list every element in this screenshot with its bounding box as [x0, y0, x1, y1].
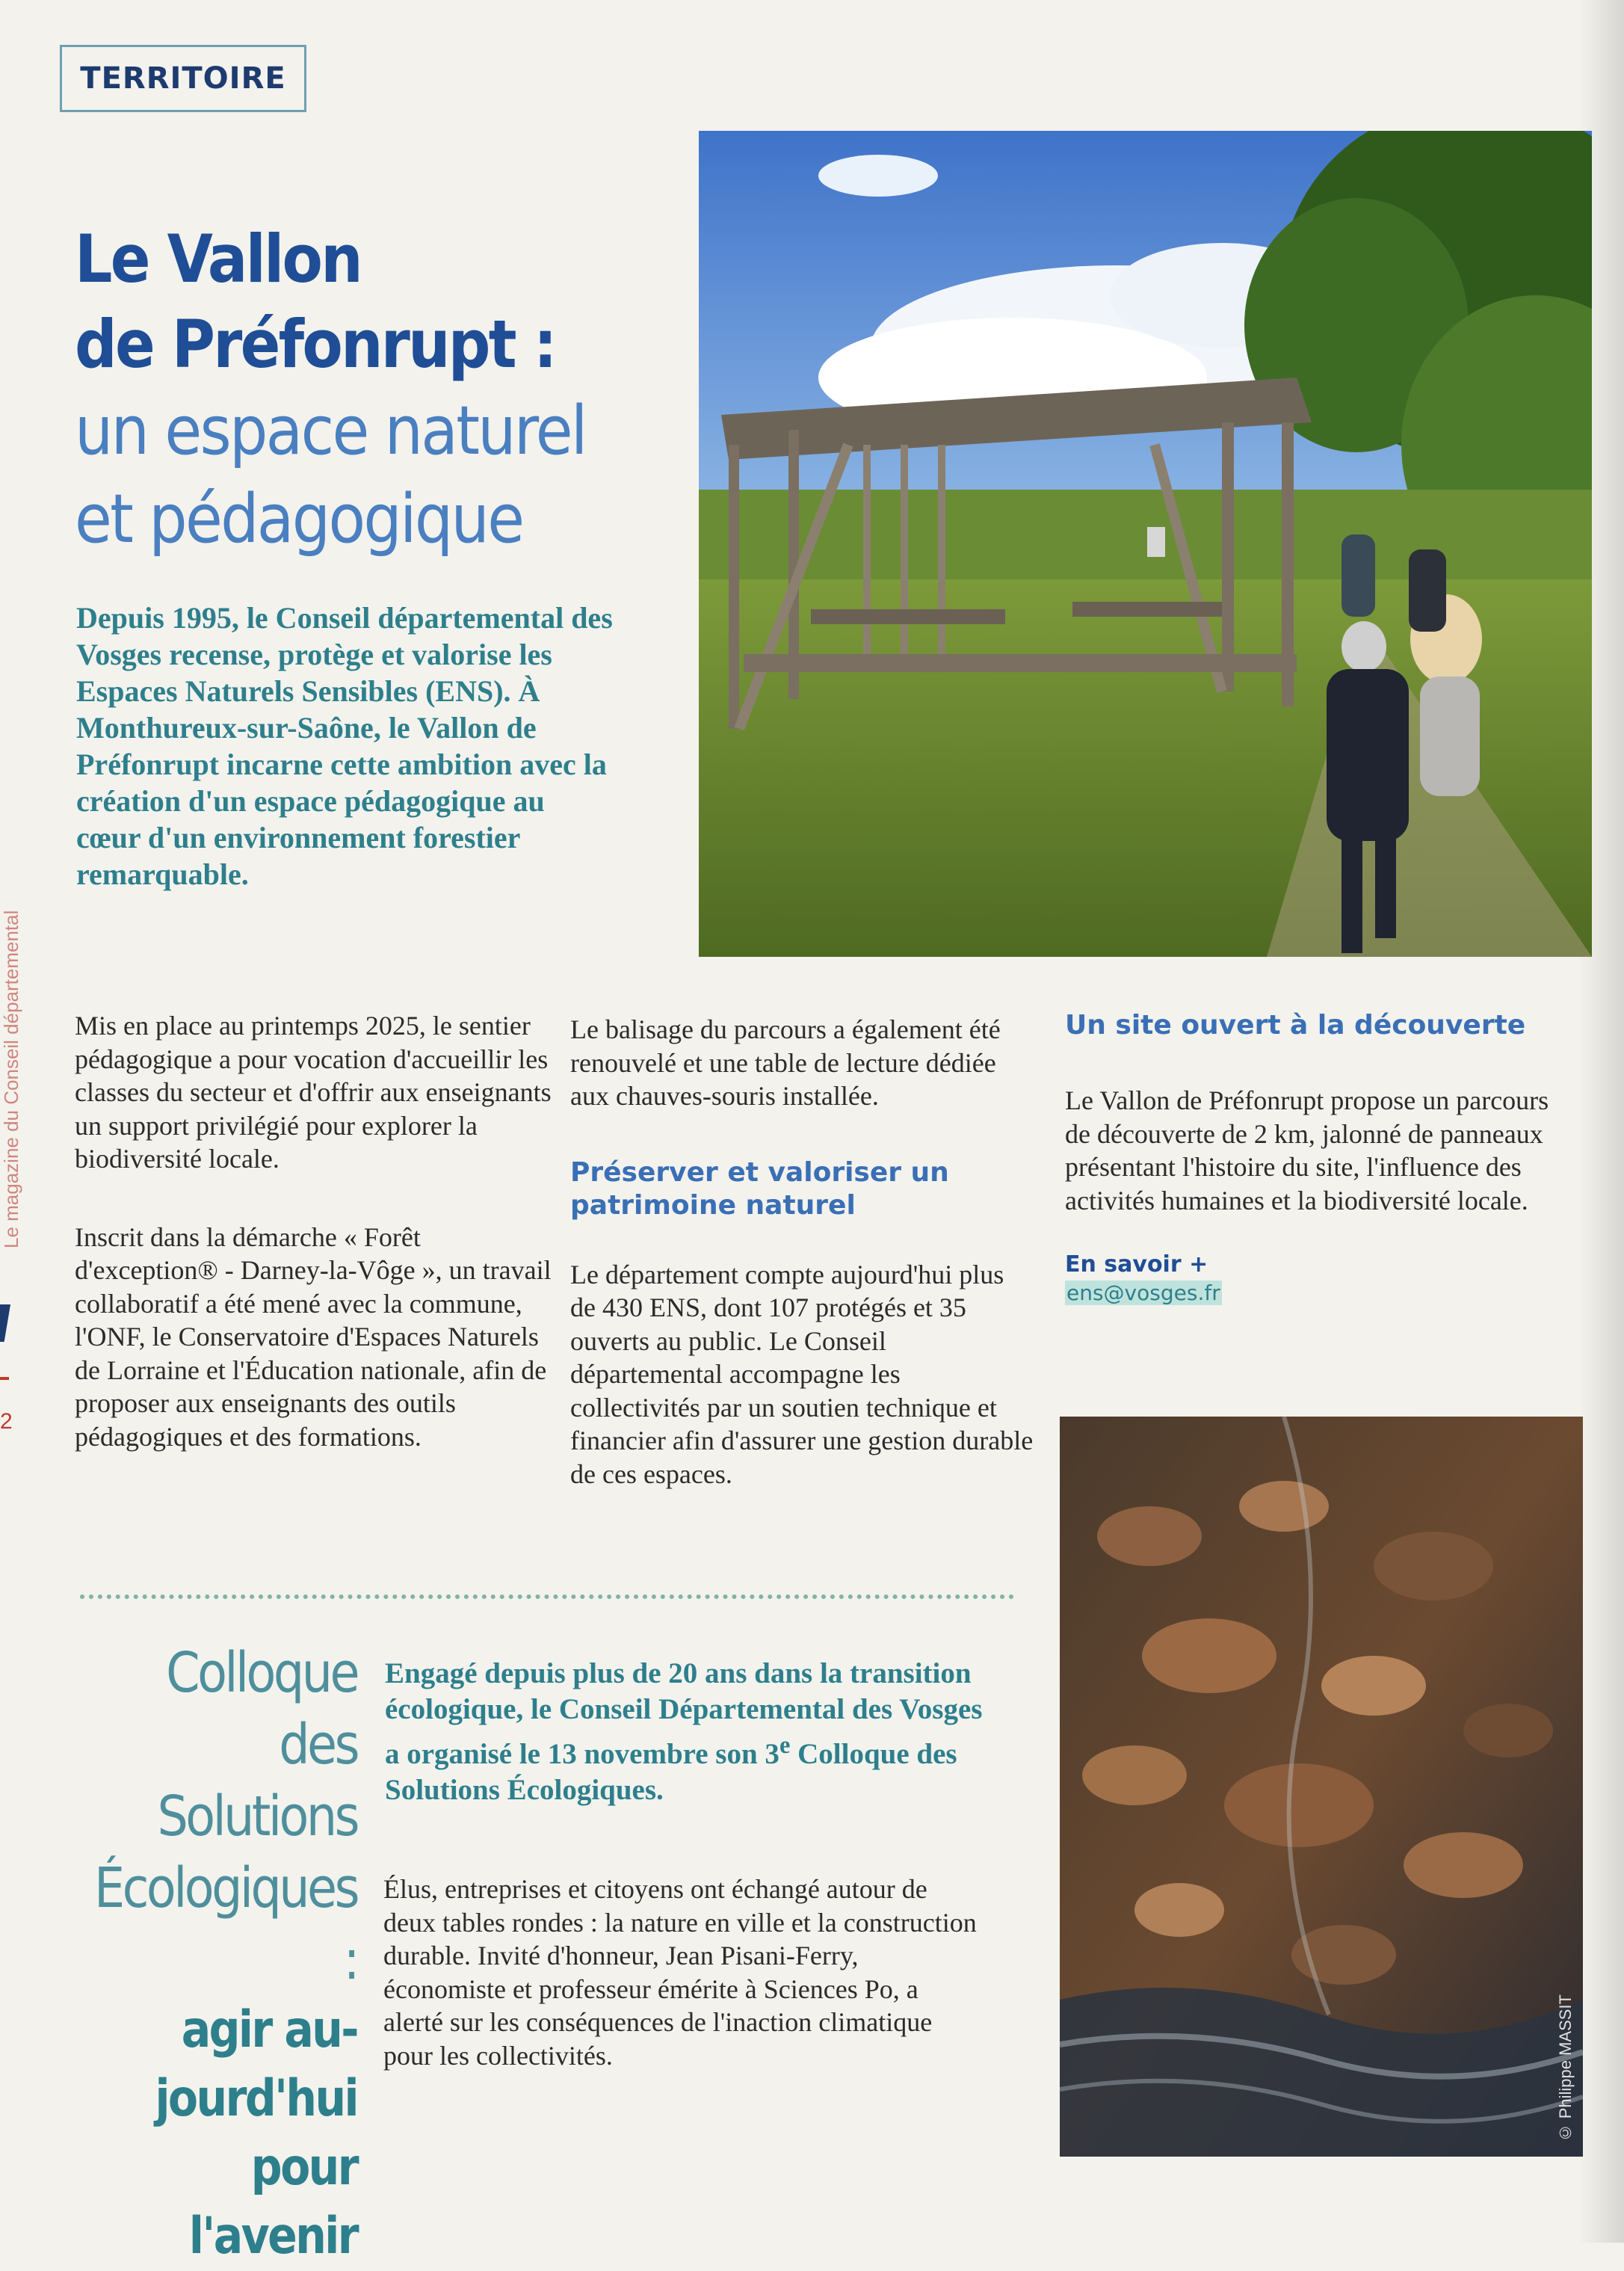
margin-mark	[0, 1304, 10, 1342]
colloque-title-line-2: Solutions	[157, 1784, 357, 1849]
col1-paragraph-1: Mis en place au printemps 2025, le sentier pédagogique a pour vocation d'accueillir les classes du secteur et d'offrir aux enseignants un support privilégié pour explorer la biodiversité locale.	[75, 1011, 552, 1174]
article-title	[75, 217, 688, 564]
section-tag	[60, 45, 306, 112]
col2-subheading: Préserver et valoriser un patrimoine naturel	[570, 1156, 949, 1221]
photo-credit: © Philippe MASSIT	[1556, 1994, 1575, 2142]
margin-running-title: Le magazine du Conseil départemental	[0, 910, 22, 1248]
colloque-title-line-5: jourd'hui	[155, 2069, 357, 2128]
column-3	[1065, 1009, 1558, 1305]
col2-paragraph-1: Le balisage du parcours a également été renouvelé et une table de lecture dédiée aux chauves-souris installée.	[570, 1014, 1001, 1111]
photo-shelter-walkers-image	[699, 131, 1592, 957]
title-line-3: un espace naturel	[75, 392, 586, 470]
section-divider	[80, 1594, 1014, 1599]
col2-paragraph-2: Le département compte aujourd'hui plus de 430 ENS, dont 107 protégés et 35 ouverts au public. Le Conseil départemental accompagne les collectivités par un soutien technique et financier afin d'assurer une gestion durable de ces espaces.	[570, 1259, 1034, 1489]
colloque-title-line-4: agir au-	[181, 2000, 357, 2059]
margin-dash	[0, 1377, 9, 1380]
page-number: 2	[0, 1409, 13, 1434]
col3-subheading: Un site ouvert à la découverte	[1065, 1010, 1526, 1041]
colloque-paragraph: Élus, entreprises et citoyens ont échangé autour de deux tables rondes : la nature en ville et la construction durable. Invité d'honneur, Jean Pisani-Ferry, économiste et professeur émérite à Sciences Po, a alerté sur les conséquences de l'inaction climatique pour les collectivités.	[383, 1874, 977, 2071]
contact-email-link[interactable]: ens@vosges.fr	[1066, 1281, 1220, 1305]
column-2	[570, 1013, 1034, 1491]
colloque-title-line-1: Colloque des	[166, 1641, 357, 1777]
colloque-lead-superscript: e	[779, 1732, 791, 1759]
colloque-title	[45, 1637, 357, 2271]
colloque-title-line-6: pour l'avenir	[188, 2138, 357, 2266]
colloque-title-line-3: Écologiques :	[93, 1856, 358, 1992]
photo-stream-pebbles	[1060, 1417, 1583, 2157]
photo-stream-pebbles-image	[1060, 1417, 1583, 2157]
colloque-lead	[385, 1656, 998, 1808]
article-lead: Depuis 1995, le Conseil départemental des Vosges recense, protège et valorise les Espaces Naturels Sensibles (ENS). À Monthureux-sur-Saône, le Vallon de Préfonrupt incarne cette ambition avec la création d'un espace pédagogique au cœur d'un environnement forestier remarquable.	[76, 601, 613, 891]
title-line-4: et pédagogique	[75, 480, 523, 558]
photo-shelter-walkers	[699, 131, 1592, 957]
section-tag-label: TERRITOIRE	[80, 61, 286, 96]
title-line-2: de Préfonrupt :	[75, 306, 555, 383]
colloque-lead-part-1: Engagé depuis plus de 20 ans dans la transition écologique, le Conseil Départemental des Vosges a organisé le 13 novembre son 3	[385, 1657, 983, 1770]
colloque-body	[383, 1873, 981, 2072]
col1-paragraph-2: Inscrit dans la démarche « Forêt d'exception® - Darney-la-Vôge », un travail collaboratif a été mené avec la commune, l'ONF, le Conservatoire d'Espaces Naturels de Lorraine et l'Éducation nationale, afin de proposer aux enseignants des outils pédagogiques et des formations.	[75, 1221, 552, 1452]
title-line-1: Le Vallon	[75, 221, 361, 298]
column-1	[75, 1009, 553, 1498]
col3-paragraph-1: Le Vallon de Préfonrupt propose un parcours de découverte de 2 km, jalonné de panneaux présentant l'histoire du site, l'influence des activités humaines et la biodiversité locale.	[1065, 1085, 1549, 1215]
colloque-lead-part-2: Colloque des Solutions Écologiques.	[385, 1738, 957, 1806]
more-info-label: En savoir +	[1065, 1251, 1208, 1278]
